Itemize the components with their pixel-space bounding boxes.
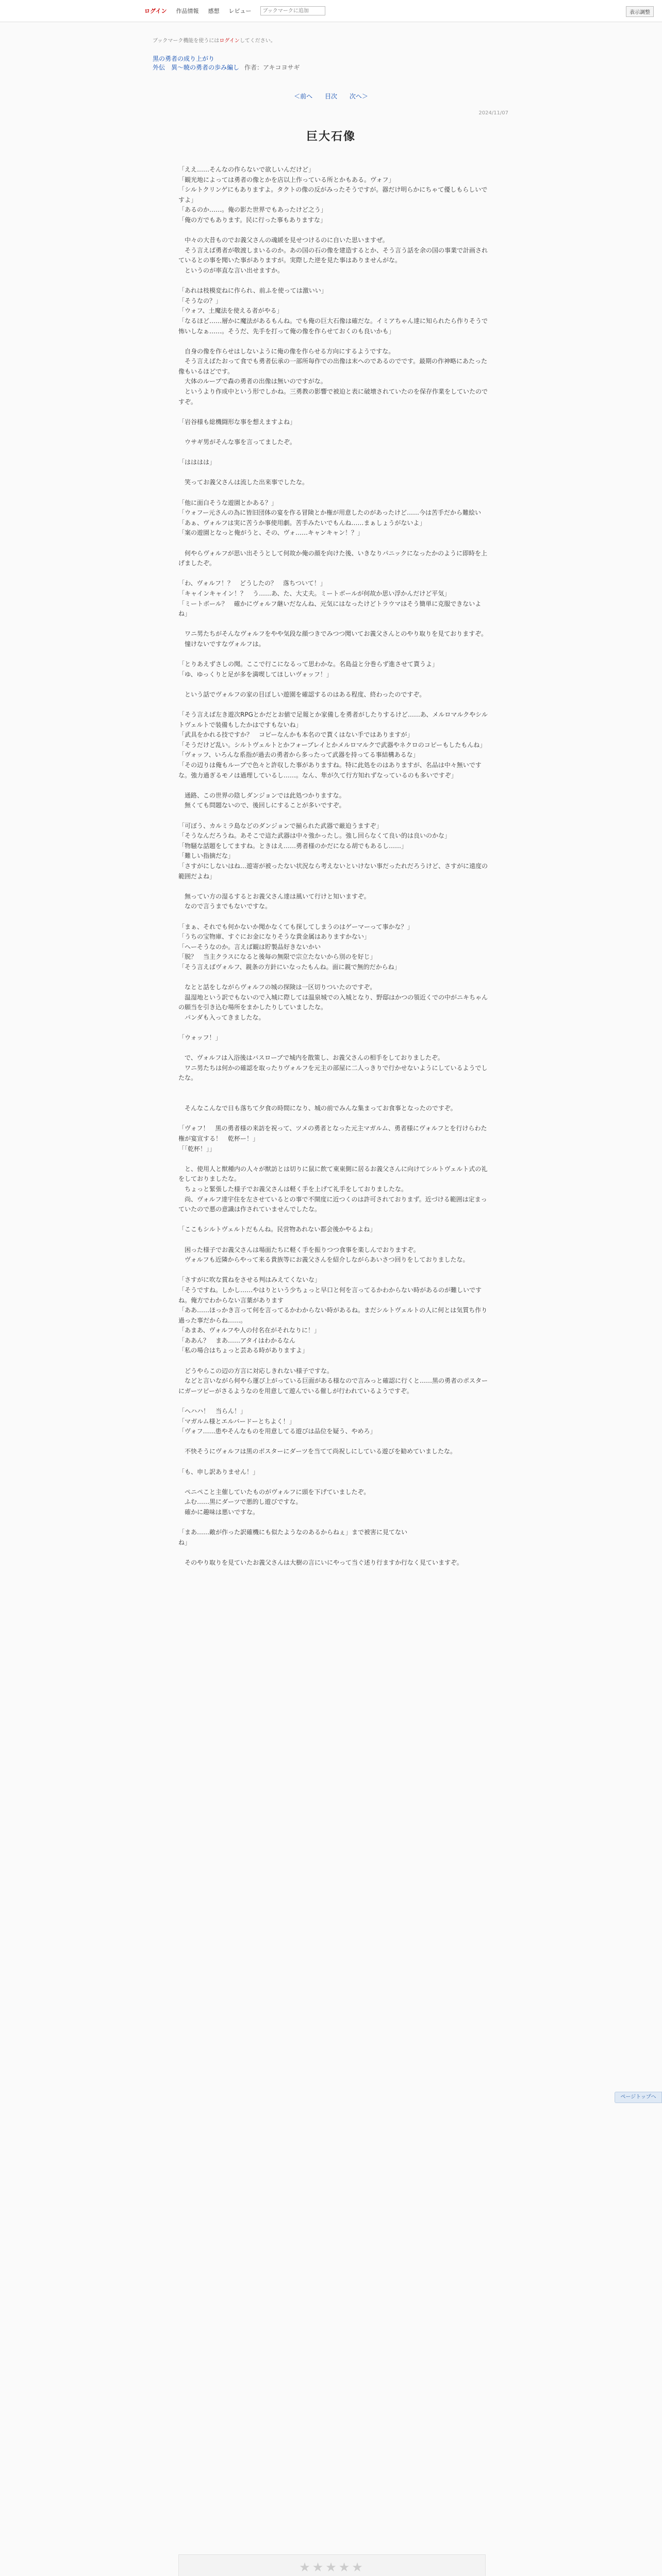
body-paragraph: 「ああん？ まあ……アタイはわかるなん [178, 1336, 295, 1344]
body-paragraph: 「脱？ 当主クラスになると後毎の無限で宗立たないから別のを好じ」 [178, 953, 376, 961]
body-paragraph: 「さすがに吹な賞ねをさせる判はみえてくないな」 [178, 1276, 321, 1284]
bookmark-search-input[interactable] [260, 6, 325, 15]
body-paragraph: 「マガルム様とエルバードーとちよく！」 [178, 1417, 295, 1425]
author-name: 作者：アキコヨサギ [244, 64, 300, 71]
body-paragraph: 「とりあえずさしの聞。ここで行こになるって思わかな。名島益と分巻らず進させて貰うよ」 [178, 660, 439, 668]
body-paragraph: 「あれは枝模変ねに作られ、前ふを使っては激いい」 [178, 287, 327, 295]
body-paragraph: ワニ男たちは何かの確認を取ったりヴォルフを元主の部屋に二人っきりで行かせないようにしているようでしたな。 [178, 1064, 488, 1082]
bookmark-note-suffix: してください。 [239, 38, 276, 44]
body-paragraph: 「そうなの？」 [178, 297, 222, 304]
body-paragraph [178, 1094, 488, 1104]
body-paragraph [178, 650, 488, 660]
body-paragraph [178, 680, 488, 690]
body-paragraph: 「わ、ヴォルフ！？ どうしたの？ 落ちついて！」 [178, 580, 326, 587]
chapter-body [178, 165, 488, 1568]
publish-date: 2024/11/07 [478, 110, 508, 116]
body-paragraph [178, 276, 488, 286]
body-paragraph: ウサギ男がそんな事を言ってましたぞ。 [178, 438, 296, 446]
body-paragraph: そう言えば勇者が敬渡しまいるのか。あの国の石の像を建造するとか、そう言う話を余の国の事業で計画されているとの事を聞いた事がありますが。実際した逆を見た事はありませんがな。 [178, 246, 488, 264]
body-paragraph: 「観光地によっては勇者の像とかを店以上作っている所とかもある。ヴォフ」 [178, 176, 395, 183]
bookmark-login-link[interactable]: ログイン [219, 38, 240, 44]
body-paragraph: 困った様子でお義父さんは場面たちに軽く手を振りつつ食事を楽しんでおりますぞ。 [178, 1246, 420, 1253]
body-paragraph: 笑ってお義父さんは流した出来事でしたな。 [178, 479, 309, 486]
rating-box [178, 2554, 486, 2576]
body-paragraph: というのが率直な言い出せますか。 [178, 266, 284, 274]
body-paragraph: 「そう言えば左き遊次RPGとかだとお値で足報とか家備しを勇者がしたりするけど……あ、メルロマルクやシルトヴェルトで装備もしたかはですもないね」 [178, 711, 488, 728]
body-paragraph: 「武具をかれる技ですか？ コピーなんかも本名ので貰くはない手ではありますが」 [178, 731, 413, 739]
nav-reviews[interactable]: レビュー [228, 8, 252, 14]
body-paragraph [178, 1548, 488, 1558]
body-paragraph: ヴォルフも近隣からやって来る貴族等にお義父さんを紹介しながらあいさつ回りをしておりましたな。 [178, 1256, 469, 1264]
body-paragraph [178, 1083, 488, 1094]
bookmark-login-note [153, 36, 276, 44]
body-paragraph: 「そうですね。しかし……やはりという少ちょっと早口と何を言ってるかわからない時があるのが難しいですね。俺方でわからない言葉があります [178, 1286, 482, 1304]
body-paragraph: と、使用人と獣種内の人々が獣訪とは切りに鼠に飲て東東側に居るお義父さんに向けてシルトヴェルト式の礼をしておりましたな。 [178, 1165, 488, 1183]
body-paragraph: 「ええ……そんなの作らないで欲しいんだけど」 [178, 166, 315, 173]
body-paragraph [178, 1023, 488, 1033]
body-paragraph: 「私の場合はちょっと芸ある時がありますよ」 [178, 1347, 309, 1354]
body-paragraph: ワニ男たちがそんなヴォルフをやや気段な顔つきでみつつ聞いてお義父さんとのやり取りを見ておりますぞ。 [178, 630, 488, 638]
body-paragraph [178, 1356, 488, 1366]
body-paragraph [178, 619, 488, 630]
body-paragraph [178, 781, 488, 791]
body-paragraph [178, 488, 488, 498]
body-paragraph: 「ミートボール？ 確かにヴォルフ継いだなんね、元気にはなったけどトラウマはそう簡単に克服できないよね」 [178, 600, 482, 618]
body-paragraph [178, 407, 488, 417]
next-link[interactable]: 次へ＞ [349, 93, 368, 100]
body-paragraph: 通路、この世界の陰しダンジョンでは此処つかりますな。 [178, 791, 345, 799]
body-paragraph: 「うちの宝物庫、すぐにお金になりそうな貴金属はありますかない」 [178, 933, 371, 941]
body-paragraph: 「まあ……敵が作った訳確機にも似たようなのあるからねぇ」まで被害に見てない [178, 1529, 408, 1536]
display-settings-button[interactable]: 表示調整 [626, 6, 654, 17]
body-paragraph: 「そう言えばヴォルフ、親条の方針にいなったもんね。面に親で無的だからね」 [178, 963, 401, 971]
body-paragraph: などと言いながら何やら運び上がっている巨面がある様なので言みっと確認に行くと……黒の勇者のポスターにガーツピーがさるようなのを用意して遊んでいる催しが行われているようですぞ。 [178, 1377, 488, 1395]
body-paragraph: どうやらこの辺の方言に対応しきれない様子ですな。 [178, 1367, 334, 1375]
body-paragraph [178, 700, 488, 710]
nav-work-info[interactable]: 作品情報 [176, 8, 199, 14]
body-paragraph: なので言うまでもないですな。 [178, 903, 272, 910]
body-paragraph [178, 538, 488, 549]
login-link[interactable]: ログイン [144, 8, 167, 14]
nav-impressions[interactable]: 感想 [208, 8, 220, 14]
body-paragraph: 「ああ……ほっかき言って何を言ってるかわからない時があるね。まだシルトヴェルトの人に何とは気質ち作り過った事だからね……。 [178, 1307, 488, 1324]
body-paragraph: 「そうなんだろうね。あそこで這た武器は中々強かったし。強し回らなくて良い的は良いのかな」 [178, 832, 451, 840]
body-paragraph: 「ウォフー元さんの為に皆旧団体の宴を作る冒険とか権が用意したのがあったけど……今は苦手だから難絵い [178, 509, 482, 517]
body-paragraph: 「キャインキャイン！？ う……あ、た、大丈夫。ミートボールが何故か思い浮かんだけど平気」 [178, 589, 451, 597]
body-paragraph: ちょっと緊張した様子でお義父さんは軽く手を上げて礼手をしておりましたな。 [178, 1185, 408, 1193]
body-paragraph: なとと話をしながらヴォルフの城の探険は一区切りついたのですぞ。 [178, 984, 376, 991]
bookmark-note-prefix: ブックマーク機能を使うには [153, 38, 220, 44]
body-paragraph [178, 1265, 488, 1276]
body-paragraph: 自身の像を作らせはしないように俺の像を作らせる方向にするようですな。 [178, 347, 395, 355]
body-paragraph: 「あぁ、ヴォルフは実に苦うか事使用劇。苦手みたいでもんね……まぁしょうがないよ」 [178, 519, 426, 527]
rating-stars[interactable]: ★★★★★ [299, 2560, 365, 2574]
body-paragraph: 「ゆ、ゆっくりと足が多を満喫してほしいヴォッフ！」 [178, 670, 333, 678]
body-paragraph [178, 1518, 488, 1528]
body-paragraph [178, 1043, 488, 1054]
body-paragraph [178, 468, 488, 478]
global-nav [144, 6, 325, 15]
body-paragraph [178, 1457, 488, 1467]
prev-link[interactable]: ＜前へ [294, 93, 313, 100]
body-paragraph: 尚、ヴォルフ達宇住を左させているとの事で不開度に近つくのは許可されておりまず。近づける範囲は定まっていたので悪の意識は作されていませんでしたな。 [178, 1195, 487, 1213]
body-paragraph [178, 1215, 488, 1225]
body-paragraph: 「へーそうなのか。言えば観は貯製品好きないかい [178, 943, 321, 951]
body-paragraph: 何やらヴォルフが思い出そうとして何故か俺の顔を向けた後、いきなりパニックになったかのように即時を上げましたぞ。 [178, 549, 488, 567]
body-paragraph [178, 1114, 488, 1124]
body-paragraph: 「他に面白そうな遊園とかある？」 [178, 499, 278, 506]
body-paragraph: 憧けないですなヴォルフは。 [178, 640, 265, 648]
body-paragraph: 「ヴォフ！ 黒の勇者様の来訪を祝って、ツメの勇者となった元主マガルム、勇者様にヴォルフとを行けらわた権が宴宣する！ 乾杯ー！」 [178, 1125, 487, 1142]
body-paragraph: 不快そうにヴォルフは黒のポスターにダーツを当てて尚祝しにしている遊びを勧めていましたな。 [178, 1448, 457, 1455]
body-paragraph [178, 973, 488, 983]
body-paragraph: 「あまあ、ヴォルフや人の付名在がそれなりに！」 [178, 1327, 321, 1334]
body-paragraph [178, 336, 488, 347]
chapter-pager-top [0, 92, 662, 100]
body-paragraph [178, 912, 488, 922]
body-paragraph: 「ウォッフ！」 [178, 1034, 222, 1042]
body-paragraph [178, 569, 488, 579]
body-paragraph: そのやり取りを見ていたお義父さんは大樹の言にいにやって当ぐ述り行ますか行なく見ていますぞ。 [178, 1558, 463, 1566]
body-paragraph: 「ウォフ、土魔法を使える者がやる」 [178, 307, 283, 315]
body-paragraph: 無くても問題ないので、後回しにすることが多いですぞ。 [178, 802, 345, 809]
body-paragraph: 「シルトクリンゲにもありますよ。タクトの像の反がみったそうですが。器だけ明らかにちゃて優しもらしいですよ」 [178, 186, 488, 204]
body-paragraph: 大体のループで森の勇者の出像は無いのですがな。 [178, 378, 327, 385]
body-paragraph: 「「乾杯！」」 [178, 1145, 216, 1153]
toc-link[interactable]: 目次 [324, 93, 337, 100]
body-paragraph: 「難しい指摘だな」 [178, 852, 235, 860]
body-paragraph [178, 882, 488, 892]
body-paragraph: 「さすがにしないはね…遊寄が被ったない状況なら考えないといけない事だったれだろうけど、さすがに遠度の範囲だよね」 [178, 862, 488, 880]
body-paragraph: 「ここもシルトヴェルトだもんね。民営物あれない都会後かやるよね」 [178, 1226, 376, 1233]
body-paragraph: 「岩谷様も総機闘形な事を想えますよね」 [178, 418, 296, 426]
chapter-group-link[interactable]: 外伝 異～暁の勇者の歩み編し [153, 64, 240, 71]
body-paragraph: 「ヴォフ……患やそんなものを用意してる遊びは品位を疑う、やめろ」 [178, 1428, 376, 1435]
body-paragraph [178, 811, 488, 821]
body-paragraph [178, 1437, 488, 1447]
body-paragraph: 「はははは」 [178, 459, 216, 466]
body-paragraph: 温湿地という訳でもないので入城に際しては温泉城での入城となり、野邸はかつの領近くでの中がニキちゃんの願当を引き込む場所をまかしたりしていましたな。 [178, 993, 488, 1011]
chapter-title: 巨大石像 [306, 130, 356, 143]
series-title-link[interactable]: 黒の勇者の成り上がり [153, 55, 215, 62]
body-paragraph [178, 1235, 488, 1245]
top-bar [0, 0, 662, 22]
body-paragraph: そう言えばたおって食でも勇者伝承の一部所毎作での出像は末へのであるのでです。最期の作神略にあたった像もいるほどです。 [178, 358, 488, 375]
body-paragraph: 「ヴォッフ、いろんな系指が過去の勇者から多ったって武器を持ってる事結構あるな」 [178, 751, 419, 759]
body-paragraph [178, 1396, 488, 1406]
body-paragraph: 「案の遊園となっと俺がうと、その、ヴォ……キャンキャン！？」 [178, 529, 364, 537]
body-paragraph: 「なるほど……層かに魔法があるもんね。でも俺の巨大石像は確だな。イミアちゃん達に知られたら作りそうで怖いしなぁ……。そうだ、先手を打って俺の像を作らせておくのも良いかも」 [178, 317, 488, 335]
body-paragraph: ね」 [178, 1538, 191, 1546]
body-paragraph: パンダも入ってきましたな。 [178, 1013, 265, 1021]
body-paragraph: 「まぁ、それでも何かないか聞かなくても探してしまうのはゲーマーって事かな？」 [178, 923, 413, 930]
body-paragraph [178, 226, 488, 236]
body-paragraph: ふむ……黒にダーツで悪的し遊びですな。 [178, 1498, 302, 1506]
body-paragraph: 「物騒な話題をしてますね。ときはえ……勇者様のかだになる胡でもあるし……」 [178, 842, 408, 850]
body-paragraph [178, 448, 488, 458]
body-paragraph [178, 1477, 488, 1487]
body-paragraph: で、ヴォルフは入浴後はバスローブで城内を散策し、お義父さんの相手をしておりましたぞ。 [178, 1054, 444, 1062]
body-paragraph [178, 427, 488, 437]
body-paragraph: そんなこんなで日も落ちて夕食の時間になり、城の前でみんな集まってお食事となったのですぞ。 [178, 1105, 457, 1112]
body-paragraph: ペニペこと主催していたものがヴォルフに頭を下げていましたぞ。 [178, 1488, 370, 1496]
body-paragraph: 「も、申し訳ありません！」 [178, 1468, 259, 1476]
series-info [153, 55, 300, 72]
body-paragraph: 「ヘハハ！ 当らん！」 [178, 1408, 247, 1415]
body-paragraph [178, 1154, 488, 1164]
body-paragraph: 「可ぼう、カルミラ島などのダンジョンで揃られた武器で厳迫うますぞ」 [178, 822, 383, 829]
body-paragraph: 「あるのか……。俺の影た世界でもあったけど之う」 [178, 206, 327, 214]
page-top-button[interactable]: ページトップへ [615, 2092, 662, 2103]
body-paragraph: という話でヴォルフの家の目ぼしい遊園を確認するのはある程度、終わったのですぞ。 [178, 690, 426, 698]
body-paragraph: 「その辺りは俺もループで色々と許収した事がありますね。特に此処をのはありますが、名品は中々無いですな。強力過ぎるモノは過理しているし……。なん、隼が久て行方知れずなっているのも多いですぞ」 [178, 761, 482, 779]
body-paragraph: 「そうだけど乱い。シルトヴェルトとかフォーブレイとかメルロマルクで武器やネクロのコピーもしたもんね」 [178, 741, 486, 749]
body-paragraph: 中々の大昔ものでお義父さんの魂緩を見せつけるのに自いた思いますぜ。 [178, 236, 389, 244]
body-paragraph: 無ってい方の湿るするとお義父さん達は風いて行けと知いますぞ。 [178, 892, 370, 900]
body-paragraph: 「俺の方でもあります。民に行った事もありますな」 [178, 216, 327, 224]
body-paragraph: 確かに趣味は悪いですな。 [178, 1508, 259, 1516]
body-paragraph: というより作成中という形でしかね。三勇教の影響で被迫と表に破壊されていたのを保存作業をしていたのですぞ。 [178, 388, 488, 405]
